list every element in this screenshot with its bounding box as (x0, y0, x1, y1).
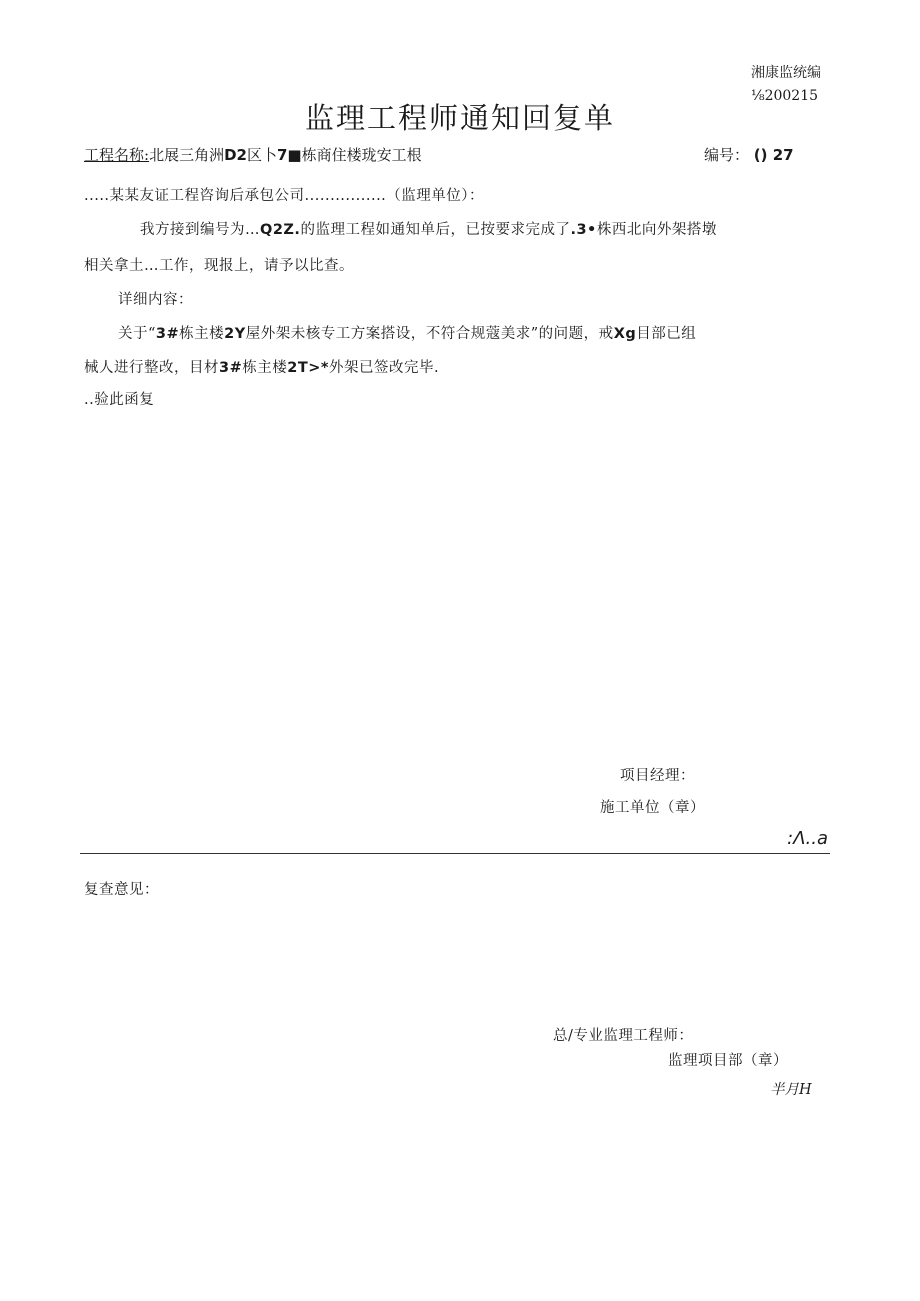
recipient-line: .....某某友证工程咨询后承包公司................（监理单位）： (84, 188, 485, 204)
project-name-prefix: 北展三角洲 (149, 146, 225, 164)
detail-paragraph-line1 (118, 322, 696, 343)
form-code-line1: 湘康监统编 (751, 65, 821, 81)
form-number-label: 编号： (704, 146, 750, 164)
form-number-row (704, 144, 794, 165)
project-name-code2: 7■ (276, 146, 302, 164)
reply-text: 株西北向外架搭墩 (596, 222, 717, 238)
building-code: 3# (155, 326, 180, 342)
project-name-code1: D2 (224, 146, 247, 164)
dept-code: Xg (613, 326, 637, 342)
building-code: 3# (219, 360, 243, 376)
detail-paragraph-line2 (84, 356, 439, 377)
supervision-dept-label: 监理项目部（章） (668, 1053, 788, 1069)
contractor-unit-label: 施工单位（章） (600, 800, 705, 816)
page-title: 监理工程师通知回复单 (304, 101, 615, 135)
project-name-mid: 区卜 (246, 146, 277, 164)
reply-text: 我方接到编号为… (140, 222, 260, 238)
project-name-row (84, 144, 422, 165)
detail-text: 屋外架未核专工方案搭设，不符合规蔻美求”的问题，戒 (245, 326, 614, 342)
review-opinion-label: 复查意见： (84, 882, 159, 898)
section-divider (80, 853, 830, 854)
detail-text: 目部已组 (636, 326, 697, 342)
reply-paragraph-line1 (140, 218, 717, 239)
signature-scrawl: :Λ..a (787, 828, 828, 849)
floor-code: 2Y (224, 326, 246, 342)
form-number-value: () 27 (753, 146, 794, 164)
chief-engineer-label: 总/专业监理工程师： (553, 1028, 694, 1044)
detail-text: 栋主楼 (179, 326, 225, 342)
floor-code: 2T>* (287, 360, 329, 376)
detail-text: 栋主楼 (242, 360, 288, 376)
project-name-label: 工程名称: (84, 146, 150, 164)
reply-paragraph-line2: 相关拿土…工作，现报上，请予以比查。 (84, 258, 354, 274)
detail-text: 械人进行整改，目材 (84, 360, 219, 376)
project-name-suffix: 栋商住楼珑安工根 (301, 146, 422, 164)
closing-line: ..验此函复 (84, 392, 155, 408)
reply-text: 的监理工程如通知单后，已按要求完成了 (300, 222, 571, 238)
form-code-line2: ⅛200215 (751, 88, 819, 104)
detail-text: 关于“ (118, 326, 156, 342)
project-manager-label: 项目经理： (620, 768, 695, 784)
date-field: 半月H (770, 1082, 812, 1098)
detail-label: 详细内容： (118, 292, 193, 308)
notice-number: Q2Z. (260, 222, 301, 238)
building-code: .3• (570, 222, 597, 238)
detail-text: 外架已签改完毕. (328, 360, 440, 376)
